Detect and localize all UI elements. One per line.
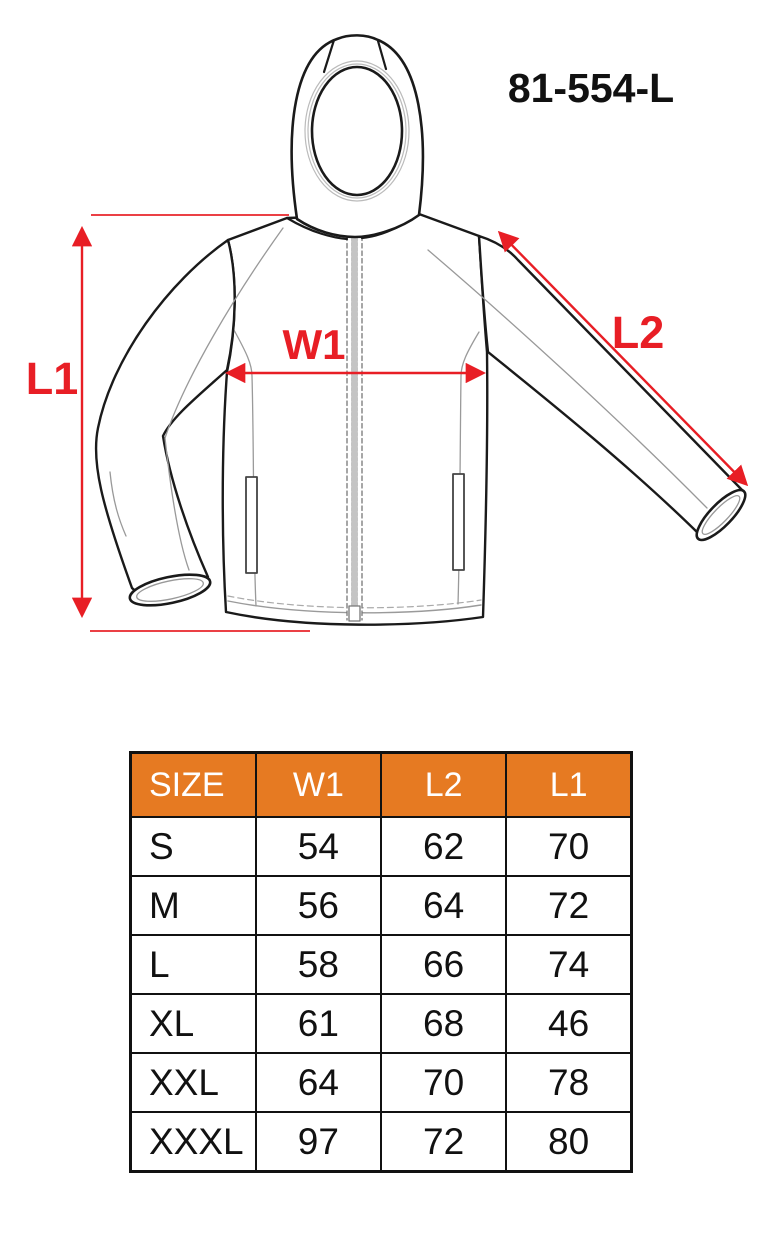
l2-cell: 62 bbox=[381, 817, 506, 876]
l1-cell: 70 bbox=[506, 817, 631, 876]
w1-label: W1 bbox=[282, 321, 346, 368]
table-row bbox=[131, 817, 632, 876]
w1-cell: 61 bbox=[256, 994, 381, 1053]
w1-cell: 56 bbox=[256, 876, 381, 935]
table-row bbox=[131, 1053, 632, 1112]
size-table bbox=[129, 751, 633, 1173]
w1-cell: 54 bbox=[256, 817, 381, 876]
hood-opening bbox=[312, 67, 402, 195]
sleeve-left bbox=[96, 240, 235, 600]
l2-cell: 68 bbox=[381, 994, 506, 1053]
size-cell: XXXL bbox=[131, 1112, 256, 1172]
size-cell: L bbox=[131, 935, 256, 994]
table-row bbox=[131, 1112, 632, 1172]
size-cell: S bbox=[131, 817, 256, 876]
pocket-left bbox=[246, 477, 257, 573]
size-cell: XL bbox=[131, 994, 256, 1053]
column-header-l1: L1 bbox=[506, 753, 631, 818]
table-header-row bbox=[131, 753, 632, 818]
l2-label: L2 bbox=[611, 307, 665, 358]
l1-label: L1 bbox=[25, 353, 79, 404]
w1-cell: 97 bbox=[256, 1112, 381, 1172]
column-header-size: SIZE bbox=[131, 753, 256, 818]
l2-cell: 64 bbox=[381, 876, 506, 935]
l1-cell: 78 bbox=[506, 1053, 631, 1112]
w1-cell: 64 bbox=[256, 1053, 381, 1112]
zipper-stop bbox=[349, 606, 360, 621]
sleeve-right bbox=[479, 236, 744, 535]
l2-cell: 66 bbox=[381, 935, 506, 994]
size-cell: M bbox=[131, 876, 256, 935]
pocket-right bbox=[453, 474, 464, 570]
size-cell: XXL bbox=[131, 1053, 256, 1112]
column-header-l2: L2 bbox=[381, 753, 506, 818]
zipper bbox=[347, 188, 362, 621]
column-header-w1: W1 bbox=[256, 753, 381, 818]
l1-cell: 72 bbox=[506, 876, 631, 935]
table-row bbox=[131, 994, 632, 1053]
l1-cell: 46 bbox=[506, 994, 631, 1053]
l1-cell: 80 bbox=[506, 1112, 631, 1172]
w1-cell: 58 bbox=[256, 935, 381, 994]
product-code: 81-554-L bbox=[507, 65, 675, 111]
l1-cell: 74 bbox=[506, 935, 631, 994]
l2-cell: 72 bbox=[381, 1112, 506, 1172]
table-row bbox=[131, 935, 632, 994]
table-row bbox=[131, 876, 632, 935]
l2-cell: 70 bbox=[381, 1053, 506, 1112]
